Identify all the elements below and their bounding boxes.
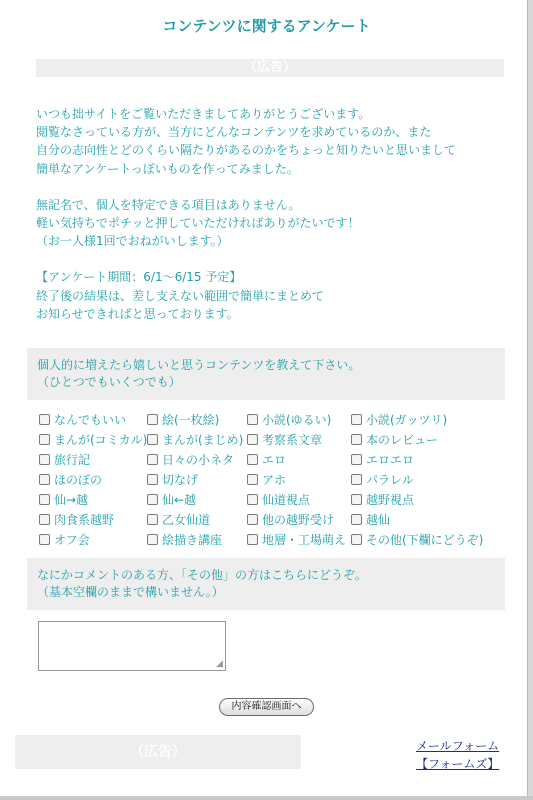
option-label: 絵(一枚絵) [162,412,220,427]
option-checkbox[interactable] [147,514,158,525]
option-item[interactable] [147,429,247,449]
option-label: 越野視点 [366,492,415,507]
option-item[interactable] [351,509,499,529]
option-checkbox[interactable] [247,474,258,485]
intro-line: 終了後の結果は、差し支えない範囲で簡単にまとめて [36,288,325,303]
option-row [39,469,499,489]
option-item[interactable] [351,469,499,489]
option-checkbox[interactable] [39,474,50,485]
option-label: 小説(ゆるい) [262,412,332,427]
confirm-button[interactable]: 内容確認画面へ [219,698,314,716]
question-1-text: 個人的に増えたら嬉しいと思うコンテンツを教えて下さい。 [37,358,361,372]
option-item[interactable] [247,489,351,509]
option-label: アホ [262,472,287,487]
option-item[interactable] [147,409,247,429]
option-label: エロエロ [366,452,415,467]
option-label: パラレル [366,472,414,487]
option-item[interactable] [39,429,147,449]
intro-line: 閲覧なさっている方が、当方にどんなコンテンツを求めているのか、また [36,125,432,140]
window-scrollbar[interactable] [527,0,533,800]
option-label: 小説(ガッツリ) [366,412,448,427]
comment-textarea[interactable] [38,621,226,671]
option-item[interactable] [247,409,351,429]
option-item[interactable] [39,409,147,429]
option-label: 日々の小ネタ [162,452,235,467]
option-row [39,449,499,469]
intro-line: いつも拙サイトをご覧いただきましてありがとうございます。 [36,107,371,121]
option-checkbox[interactable] [351,454,362,465]
option-checkbox[interactable] [147,434,158,445]
option-label: ほのぼの [54,472,103,487]
option-checkbox[interactable] [247,414,258,425]
option-item[interactable] [351,529,499,549]
option-row [39,489,499,509]
option-item[interactable] [351,409,499,429]
option-item[interactable] [39,449,147,469]
option-label: 仙←越 [162,492,197,507]
content-options-grid [39,409,499,549]
option-label: オフ会 [54,532,90,547]
window-bottom-edge [0,796,533,800]
option-item[interactable] [39,469,147,489]
option-checkbox[interactable] [247,514,258,525]
option-label: まんが(まじめ) [162,432,244,447]
option-checkbox[interactable] [351,474,362,485]
option-item[interactable] [147,469,247,489]
intro-line: 軽い気持ちでポチッと押していただければありがたいです！ [36,216,360,231]
resize-grip-icon[interactable]: ◢ [216,659,223,669]
option-label: まんが(コミカル) [54,432,148,447]
option-item[interactable] [247,449,351,469]
option-item[interactable] [147,509,247,529]
option-checkbox[interactable] [351,494,362,505]
option-label: 肉食系越野 [54,512,115,527]
option-checkbox[interactable] [247,434,258,445]
option-row [39,409,499,429]
option-checkbox[interactable] [39,414,50,425]
option-label: 旅行記 [54,452,91,467]
option-checkbox[interactable] [147,454,158,465]
intro-line: お知らせできればと思っております。 [36,306,239,321]
option-checkbox[interactable] [247,534,258,545]
option-label: 本のレビュー [366,432,439,447]
option-checkbox[interactable] [247,454,258,465]
option-checkbox[interactable] [351,514,362,525]
option-label: なんでもいい [54,412,127,427]
option-item[interactable] [247,509,351,529]
option-checkbox[interactable] [39,534,50,545]
option-row [39,529,499,549]
option-item[interactable] [351,449,499,469]
option-checkbox[interactable] [351,414,362,425]
option-item[interactable] [39,509,147,529]
option-item[interactable] [147,529,247,549]
option-label: 他の越野受け [262,512,335,527]
bottom-ad-banner[interactable]: （広告） [15,735,301,769]
option-checkbox[interactable] [39,434,50,445]
option-label: 乙女仙道 [162,512,211,527]
option-label: 切なげ [162,472,199,487]
option-label: エロ [262,452,287,467]
intro-line: （お一人様1回でおねがいします。） [36,234,229,249]
option-item[interactable] [247,469,351,489]
option-checkbox[interactable] [351,434,362,445]
option-checkbox[interactable] [147,414,158,425]
option-item[interactable] [147,449,247,469]
footer-links [416,737,499,773]
question-2-note: （基本空欄のままで構いません。） [37,585,224,599]
option-label: 仙→越 [54,492,89,507]
option-item[interactable] [351,489,499,509]
option-item[interactable] [147,489,247,509]
option-item[interactable] [39,489,147,509]
page-title: コンテンツに関するアンケート [162,17,371,35]
question-2-heading [27,558,505,610]
survey-period: 【アンケート期間：6/1〜6/15 予定】 [36,270,242,285]
intro-line: 自分の志向性とどのくらい隔たりがあるのかをちょっと知りたいと思いまして [36,143,457,158]
option-checkbox[interactable] [39,514,50,525]
question-1-heading [27,348,505,400]
option-checkbox[interactable] [351,534,362,545]
option-item[interactable] [39,529,147,549]
option-item[interactable] [351,429,499,449]
option-checkbox[interactable] [247,494,258,505]
option-row [39,429,499,449]
option-label: その他(下欄にどうぞ) [366,532,484,547]
top-ad-banner[interactable]: （広告） [36,59,504,77]
option-label: 考察系文章 [262,432,323,447]
intro-line: 簡単なアンケートっぽいものを作ってみました。 [36,161,299,176]
option-item[interactable] [247,429,351,449]
option-checkbox[interactable] [147,534,158,545]
option-checkbox[interactable] [147,494,158,505]
option-item[interactable] [247,529,351,549]
option-label: 仙道視点 [262,492,311,507]
question-2-text: なにかコメントのある方、「その他」の方はこちらにどうぞ。 [37,568,367,582]
option-checkbox[interactable] [39,454,50,465]
option-label: 地層・工場萌え [262,532,347,547]
option-label: 越仙 [366,512,391,527]
mail-form-link[interactable]: メールフォーム [416,739,500,753]
intro-text [36,105,506,323]
option-row [39,509,499,529]
option-checkbox[interactable] [39,494,50,505]
intro-line: 無記名で、個人を特定できる項目はありません。 [36,197,301,212]
question-1-note: （ひとつでもいくつでも） [37,375,181,389]
formz-link[interactable]: 【フォームズ】 [416,757,500,771]
option-label: 絵描き講座 [162,532,223,547]
option-checkbox[interactable] [147,474,158,485]
